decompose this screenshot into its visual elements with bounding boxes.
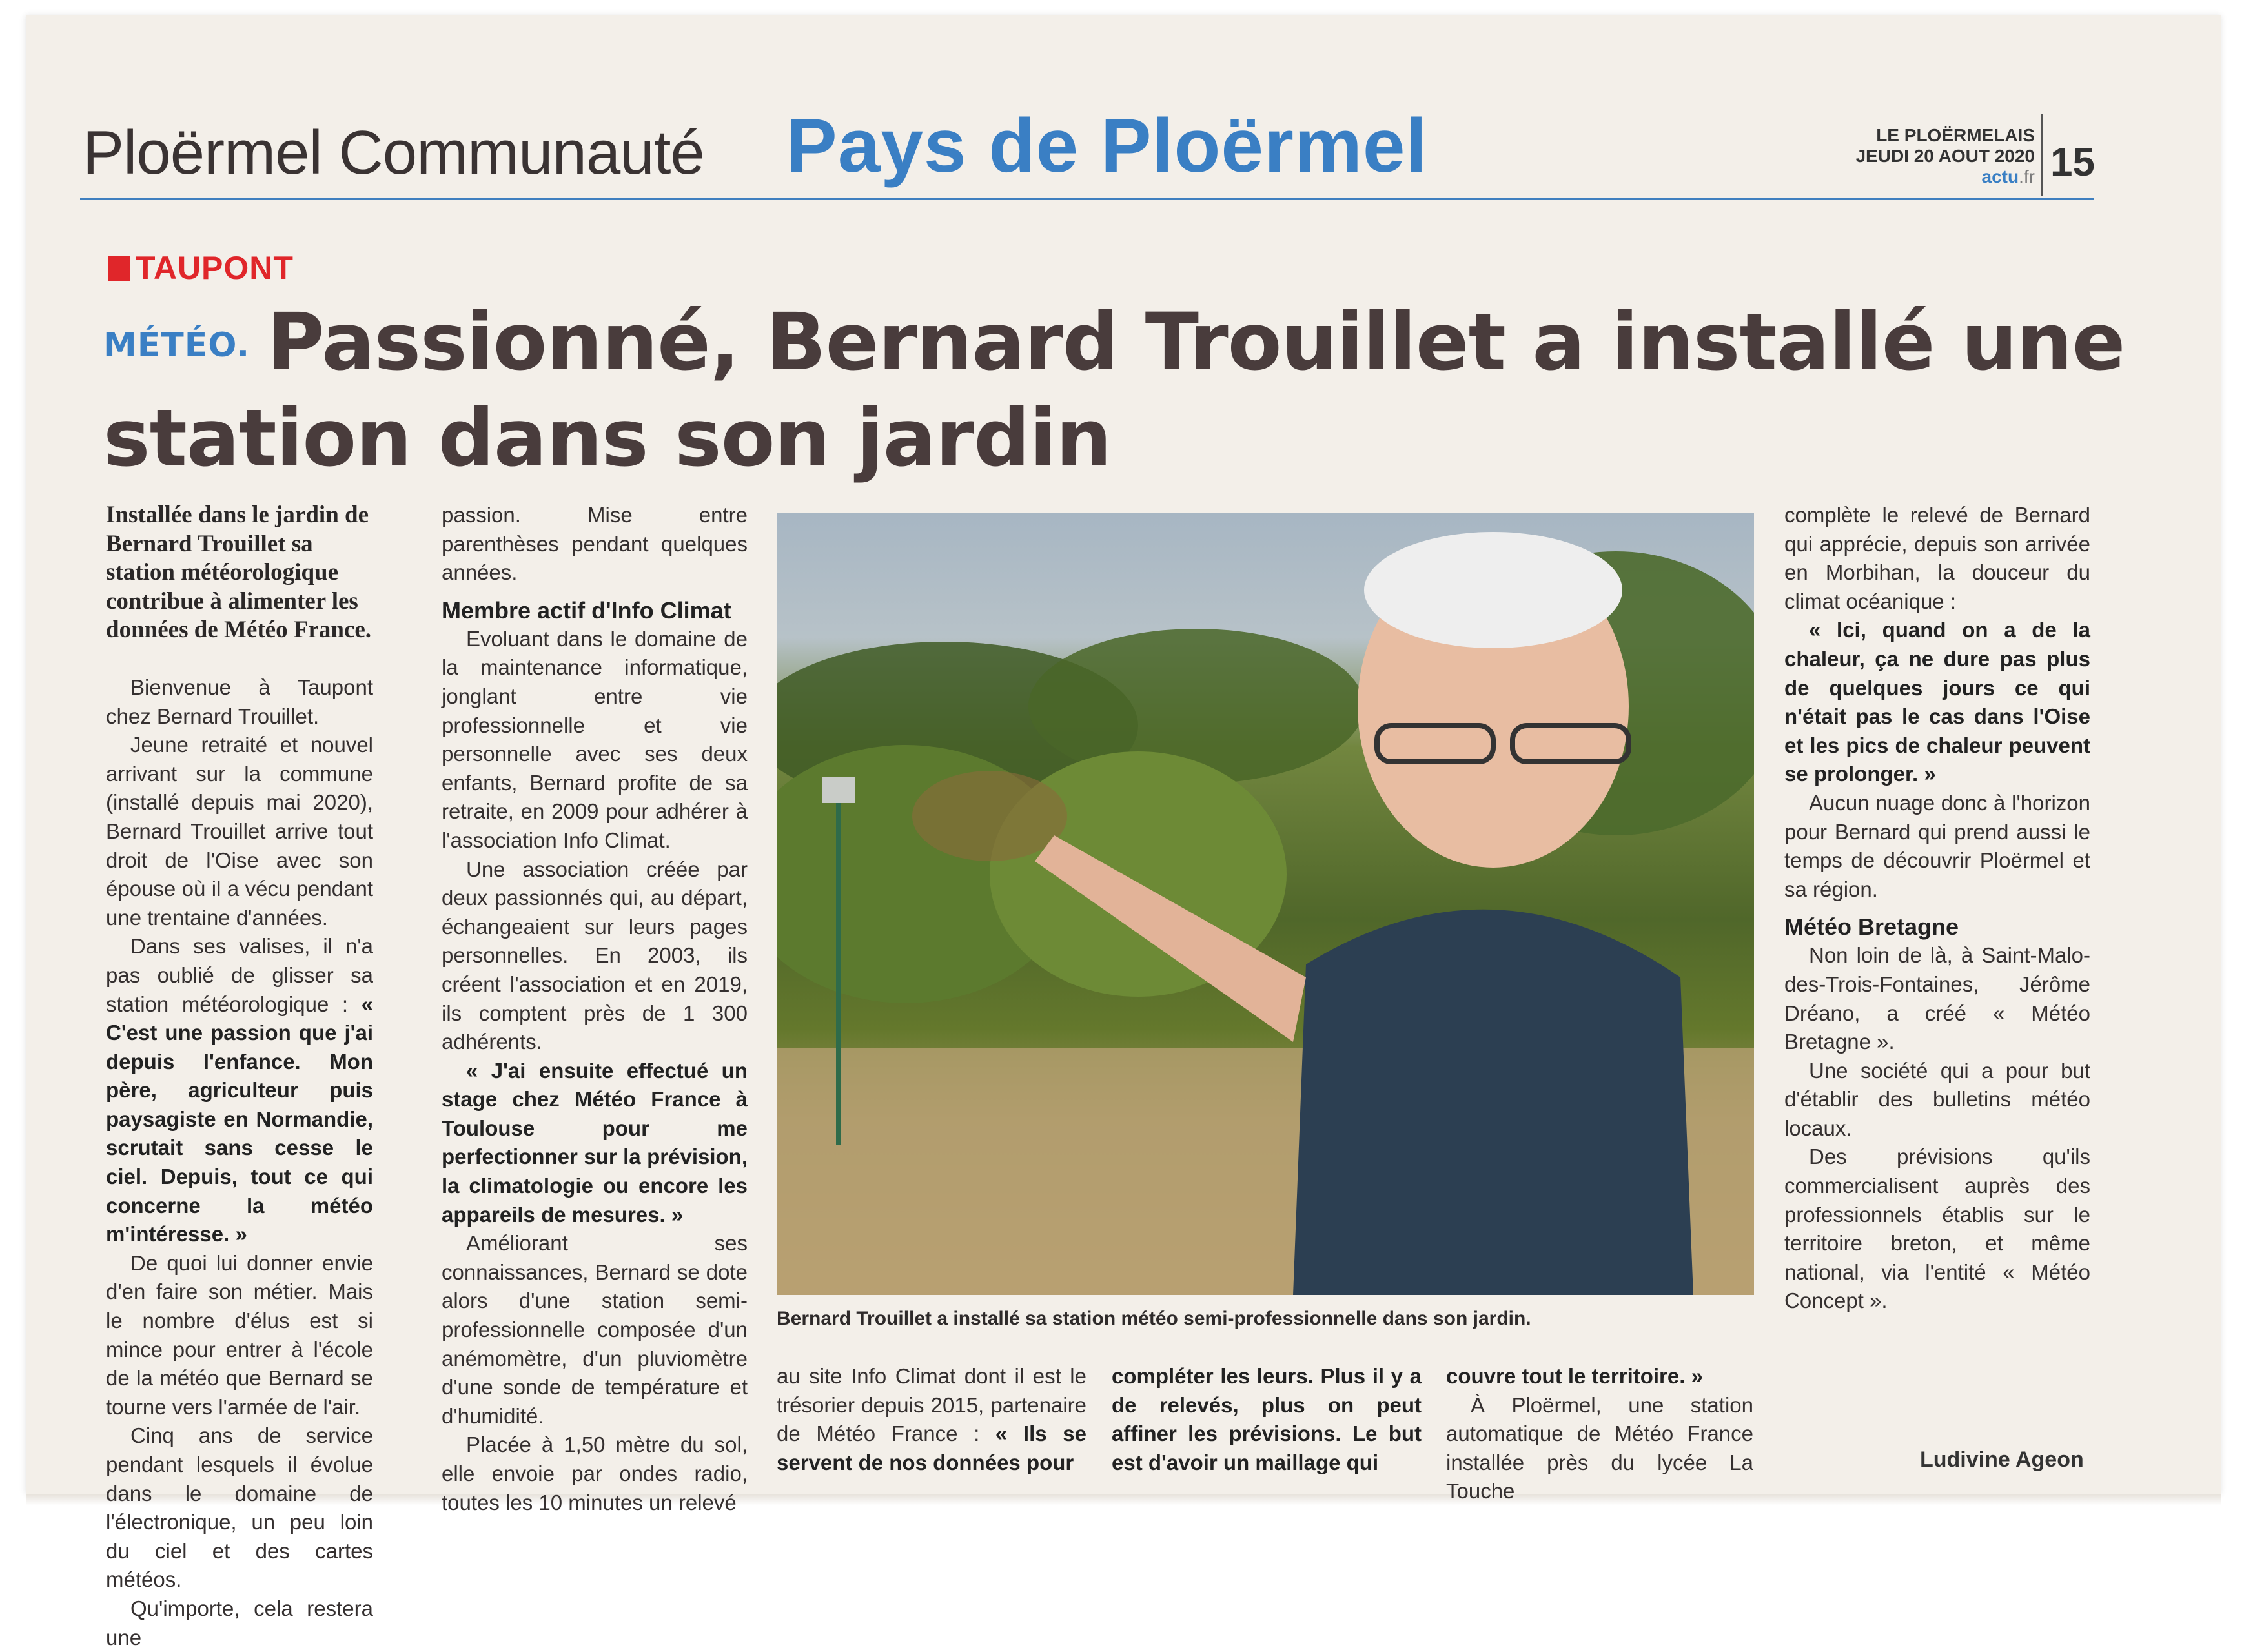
photo-caption: Bernard Trouillet a installé sa station météo semi-professionnelle dans son jardin.	[777, 1308, 1531, 1329]
masthead-info	[1848, 125, 2035, 187]
paragraph: Une société qui a pour but d'établir des bulletins météo locaux.	[1784, 1058, 2090, 1140]
paragraph: Aucun nuage donc à l'horizon pour Bernard qui prend aussi le temps de découvrir Ploërmel et sa région.	[1784, 790, 2090, 901]
quote: « J'ai ensuite effectué un stage chez Météo France à Toulouse pour me perfectionner sur la prévision, la climatologie ou encore les appareils de mesures. »	[442, 1058, 748, 1227]
quote: « Ils se servent de nos données pour	[777, 1422, 1086, 1474]
header-rule	[80, 198, 2094, 200]
quote: « Ici, quand on a de la chaleur, ça ne dure pas plus de quelques jours ce qui n'était pas le cas dans l'Oise et les pics de chaleur peuvent se prolonger. »	[1784, 618, 2090, 786]
section-rubric: Ploërmel Communauté	[83, 118, 704, 187]
edition-title: Pays de Ploërmel	[786, 103, 1428, 189]
masthead-divider	[2041, 114, 2043, 196]
paragraph: Non loin de là, à Saint-Malo-des-Trois-Fontaines, Jérôme Dréano, a créé « Météo Bretagne ».	[1784, 943, 2090, 1054]
paragraph	[1112, 1362, 1422, 1477]
quote: compléter les leurs. Plus il y a de relevés, plus on peut affiner les prévisions. Le but est d'avoir un maillage qui	[1112, 1364, 1422, 1474]
subheading: Membre actif d'Info Climat	[442, 597, 731, 624]
quote: « C'est une passion que j'ai depuis l'enfance. Mon père, agriculteur puis paysagiste en Normandie, scrutait sans cesse le ciel. Depuis, tout ce qui concerne la météo m'intéresse. »	[106, 992, 373, 1247]
column-2	[442, 501, 748, 1517]
byline: Ludivine Ageon	[1920, 1447, 2084, 1472]
paragraph	[442, 1057, 748, 1230]
column-1	[106, 501, 373, 1652]
column-5	[1446, 1362, 1753, 1506]
paragraph: Améliorant ses connaissances, Bernard se dote alors d'une station semi-professionnelle composée d'un anémomètre, d'un pluviomètre d'une sonde de température et d'humidité.	[442, 1231, 748, 1428]
chapo: Installée dans le jardin de Bernard Trouillet sa station météorologique contribue à alimenter les données de Météo France.	[106, 502, 372, 644]
subheading: Météo Bretagne	[1784, 913, 1959, 941]
paragraph: Jeune retraité et nouvel arrivant sur la commune (installé depuis mai 2020), Bernard Trouillet arrive tout droit de l'Oise avec son épouse où il a vécu pendant une trentaine d'années.	[106, 733, 373, 930]
column-3	[777, 1362, 1086, 1477]
page-number: 15	[2050, 140, 2095, 185]
article-photo	[777, 513, 1754, 1295]
headline-text: Passionné, Bernard Trouillet a installé une station dans son jardin	[103, 296, 2125, 484]
paragraph	[106, 932, 373, 1249]
site-logo	[1848, 167, 2035, 187]
paragraph: De quoi lui donner envie d'en faire son métier. Mais le nombre d'élus est si mince pour entrer à l'école de la météo que Bernard se tourne vers l'armée de l'air.	[106, 1250, 373, 1419]
text: au site Info Climat dont il est le trésorier depuis 2015, partenaire de Météo France :	[777, 1364, 1086, 1446]
column-4	[1112, 1362, 1422, 1477]
article-headline	[103, 296, 2156, 485]
paragraph: Placée à 1,50 mètre du sol, elle envoie par ondes radio, toutes les 10 minutes un relevé	[442, 1433, 748, 1514]
paragraph: Une association créée par deux passionnés qui, au départ, échangeaient sur leurs pages personnelles. En 2003, ils créent l'association et en 2019, ils comptent près de 1 300 adhérents.	[442, 857, 748, 1054]
paragraph: À Ploërmel, une station automatique de Météo France installée près du lycée La Touche	[1446, 1392, 1753, 1504]
paragraph: Bienvenue à Taupont chez Bernard Trouillet.	[106, 675, 373, 728]
paragraph	[777, 1362, 1086, 1477]
site-tld: .fr	[2019, 167, 2035, 187]
kicker-label: TAUPONT	[136, 250, 294, 286]
quote: couvre tout le territoire. »	[1446, 1364, 1703, 1388]
text: Dans ses valises, il n'a pas oublié de glisser sa station météorologique :	[106, 934, 373, 1016]
location-kicker	[108, 249, 294, 287]
kicker-square-icon	[108, 256, 130, 281]
paragraph: Cinq ans de service pendant lesquels il évolue dans le domaine de l'électronique, un peu loin du ciel et des cartes météos.	[106, 1423, 373, 1592]
paragraph: Des prévisions qu'ils commercialisent auprès des professionnels établis sur le territoire breton, et même national, via l'entité « Météo Concept ».	[1784, 1145, 2090, 1313]
paragraph: Qu'importe, cela restera une	[106, 1596, 373, 1649]
paragraph: complète le relevé de Bernard qui apprécie, depuis son arrivée en Morbihan, la douceur du climat océanique :	[1784, 503, 2090, 613]
paragraph	[1446, 1362, 1753, 1391]
newspaper-name: LE PLOËRMELAIS	[1876, 125, 2035, 145]
paragraph	[1784, 616, 2090, 789]
column-6	[1784, 501, 2090, 1316]
paragraph: Evoluant dans le domaine de la maintenance informatique, jonglant entre vie professionnelle et vie personnelle avec ses deux enfants, Bernard profite de sa retraite, en 2009 pour adhérer à l'association Info Climat.	[442, 626, 748, 852]
site-name: actu	[1981, 167, 2019, 187]
paragraph: passion. Mise entre parenthèses pendant quelques années.	[442, 503, 748, 585]
topic-label: MÉTÉO.	[103, 326, 250, 365]
issue-date: JEUDI 20 AOUT 2020	[1855, 146, 2035, 166]
photo-illustration	[777, 513, 1754, 1295]
